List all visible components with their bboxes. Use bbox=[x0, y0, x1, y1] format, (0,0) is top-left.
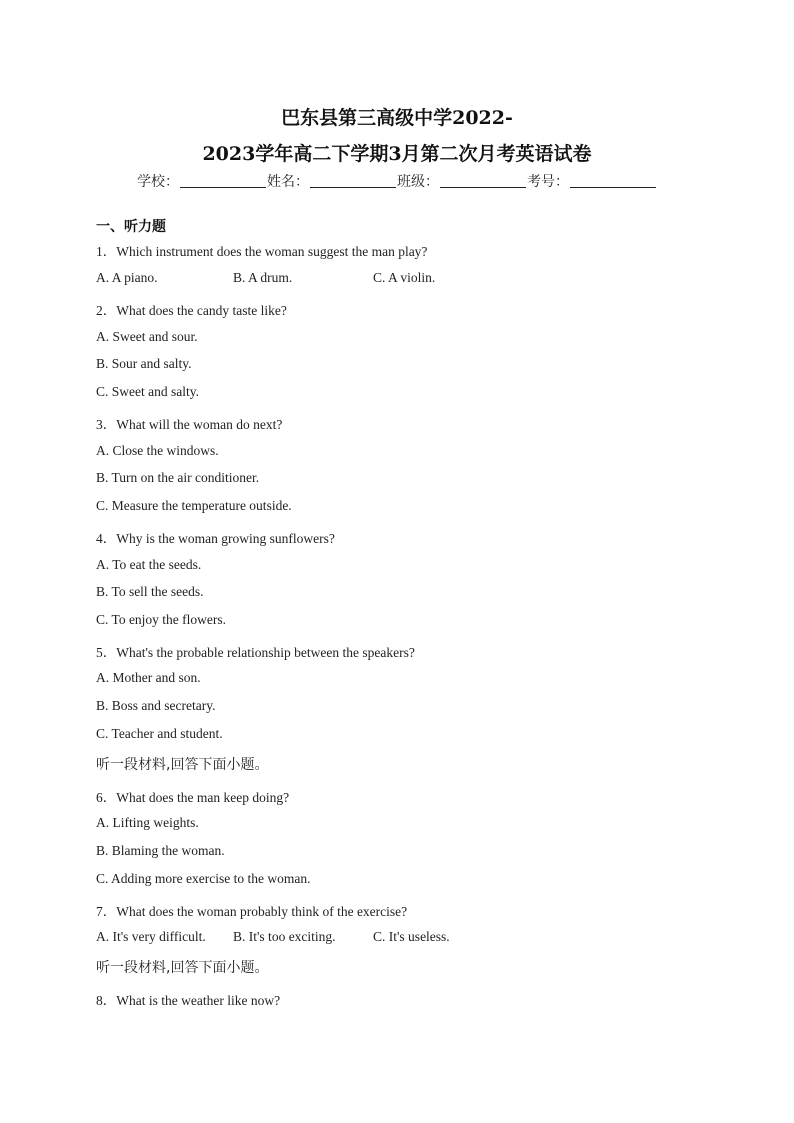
school-label: 学校： bbox=[137, 174, 179, 190]
question-5: 5．What's the probable relationship between the speakers? bbox=[96, 645, 415, 660]
option-c: C. Adding more exercise to the woman. bbox=[96, 871, 311, 886]
question-1: 1．Which instrument does the woman suggest the man play? bbox=[96, 244, 428, 259]
class-blank bbox=[440, 173, 526, 188]
page-title-line2: 2023学年高二下学期3月第二次月考英语试卷 bbox=[202, 143, 592, 165]
question-2: 2．What does the candy taste like? bbox=[96, 303, 287, 318]
name-blank bbox=[310, 173, 396, 188]
name-label: 姓名： bbox=[267, 174, 309, 190]
question-8: 8．What is the weather like now? bbox=[96, 993, 281, 1008]
exam-no-blank bbox=[570, 173, 656, 188]
option-c: C. Sweet and salty. bbox=[96, 384, 199, 399]
question-1-options bbox=[96, 270, 435, 286]
instruction-text: 听一段材料,回答下面小题。 bbox=[96, 757, 269, 773]
question-6: 6．What does the man keep doing? bbox=[96, 790, 290, 805]
option-c: C. To enjoy the flowers. bbox=[96, 612, 227, 627]
question-7-options bbox=[96, 929, 450, 945]
option-b: B. It's too exciting. bbox=[233, 929, 336, 944]
option-c: C. A violin. bbox=[373, 270, 436, 285]
question-4: 4．Why is the woman growing sunflowers? bbox=[96, 531, 335, 546]
option-c: C. Teacher and student. bbox=[96, 726, 223, 741]
option-b: B. Turn on the air conditioner. bbox=[96, 470, 260, 485]
option-a: A. It's very difficult. bbox=[96, 929, 206, 944]
option-a: A. Mother and son. bbox=[96, 670, 201, 685]
option-a: A. Sweet and sour. bbox=[96, 329, 198, 344]
instruction-text: 听一段材料,回答下面小题。 bbox=[96, 960, 269, 976]
question-7: 7．What does the woman probably think of the exercise? bbox=[96, 904, 408, 919]
option-b: B. To sell the seeds. bbox=[96, 584, 204, 599]
exam-no-label: 考号： bbox=[527, 174, 569, 190]
section-heading-listening: 一、听力题 bbox=[96, 219, 166, 235]
option-a: A. Lifting weights. bbox=[96, 815, 199, 830]
option-a: A. A piano. bbox=[96, 270, 158, 285]
page-title-line1: 巴东县第三高级中学2022- bbox=[281, 107, 513, 129]
option-c: C. It's useless. bbox=[373, 929, 450, 944]
option-b: B. Sour and salty. bbox=[96, 356, 192, 371]
class-label: 班级： bbox=[397, 174, 439, 190]
option-a: A. To eat the seeds. bbox=[96, 557, 202, 572]
option-b: B. Blaming the woman. bbox=[96, 843, 225, 858]
school-blank bbox=[180, 173, 266, 188]
option-b: B. A drum. bbox=[233, 270, 293, 285]
question-3: 3．What will the woman do next? bbox=[96, 417, 283, 432]
option-a: A. Close the windows. bbox=[96, 443, 219, 458]
option-c: C. Measure the temperature outside. bbox=[96, 498, 292, 513]
option-b: B. Boss and secretary. bbox=[96, 698, 216, 713]
student-info-row bbox=[0, 171, 794, 191]
